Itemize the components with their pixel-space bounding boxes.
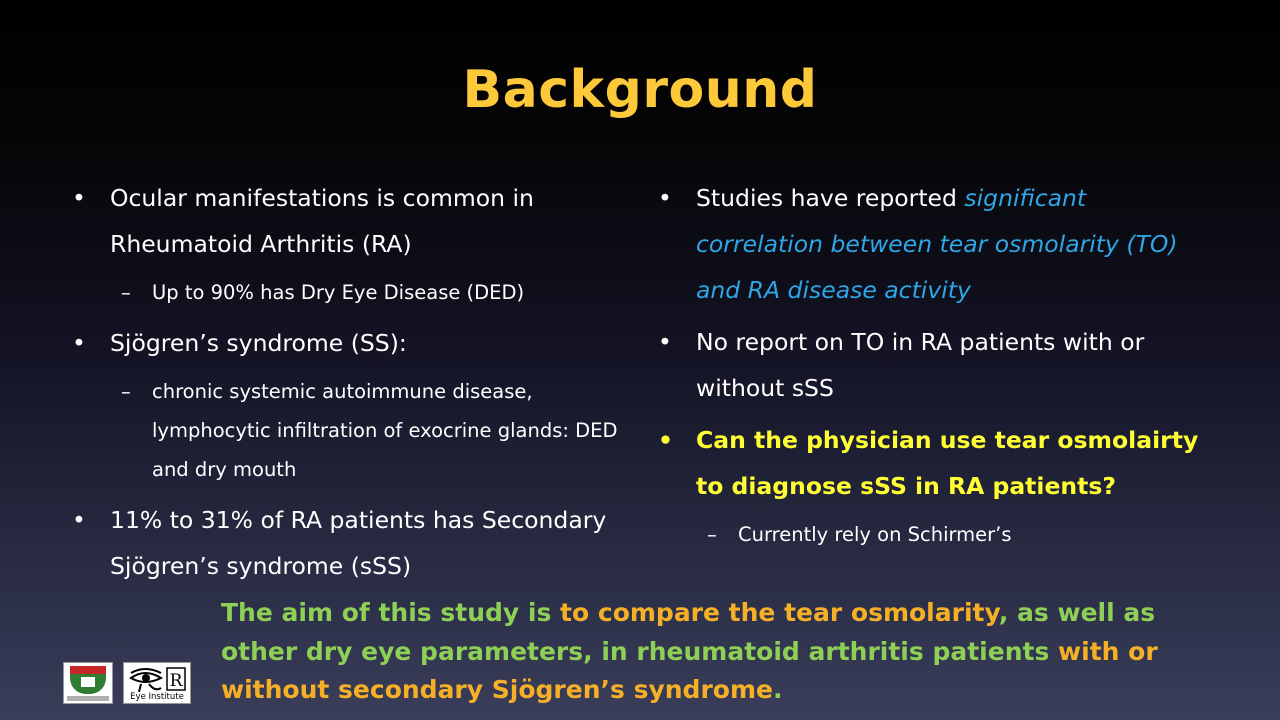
bullet-icon: • — [658, 426, 674, 454]
sub-text: Currently rely on Schirmer’s — [738, 523, 1012, 546]
aim-text-orange: with or without secondary Sjögren’s syndrome — [221, 636, 1158, 704]
bullet-item — [72, 320, 632, 366]
dash-icon: – — [707, 523, 717, 546]
bullet-text: Sjögren’s syndrome (SS): — [110, 329, 407, 357]
aim-statement — [221, 594, 1221, 710]
eye-of-horus-icon — [127, 666, 189, 694]
eye-institute-caption: Eye Institute — [130, 692, 184, 702]
aim-text-orange: to compare the tear osmolarity — [560, 598, 999, 627]
bullet-text: Ocular manifestations is common in Rheumatoid Arthritis (RA) — [110, 184, 534, 258]
bullet-item — [72, 175, 632, 267]
question-bullet — [658, 417, 1218, 509]
sub-item — [72, 273, 632, 312]
bullet-icon: • — [658, 184, 672, 212]
aim-text-green: The aim of this study is — [221, 598, 561, 627]
left-column — [72, 175, 632, 595]
eye-institute-logo — [123, 662, 191, 704]
bullet-item — [658, 175, 1218, 313]
bullet-item — [658, 319, 1218, 411]
slide-title: Background — [462, 60, 818, 120]
university-crest-logo — [63, 662, 113, 704]
bullet-icon: • — [72, 329, 86, 357]
bullet-item — [72, 497, 632, 589]
sub-item — [658, 515, 1218, 554]
aim-text-green: . — [772, 675, 783, 704]
sub-text: chronic systemic autoimmune disease, lymphocytic infiltration of exocrine glands: DED and dry mouth — [152, 380, 618, 481]
aim-text-green: , as well as other dry eye parameters, in rheumatoid arthritis patients — [221, 598, 1156, 666]
logo-bar — [63, 662, 191, 704]
question-text: Can the physician use tear osmolairty to diagnose sSS in RA patients? — [696, 426, 1199, 500]
dash-icon: – — [121, 281, 131, 304]
highlight-text: significant correlation between tear osmolarity (TO) and RA disease activity — [696, 184, 1178, 304]
bullet-icon: • — [72, 506, 86, 534]
bullet-text: Studies have reported — [696, 184, 965, 212]
bullet-text: No report on TO in RA patients with or without sSS — [696, 328, 1145, 402]
right-column — [658, 175, 1218, 562]
bullet-text: 11% to 31% of RA patients has Secondary Sjögren’s syndrome (sSS) — [110, 506, 607, 580]
sub-text: Up to 90% has Dry Eye Disease (DED) — [152, 281, 525, 304]
bullet-icon: • — [658, 328, 672, 356]
svg-text:R: R — [169, 671, 183, 691]
bullet-icon: • — [72, 184, 86, 212]
crest-shield-icon — [70, 666, 106, 694]
sub-item — [72, 372, 632, 489]
dash-icon: – — [121, 380, 131, 403]
